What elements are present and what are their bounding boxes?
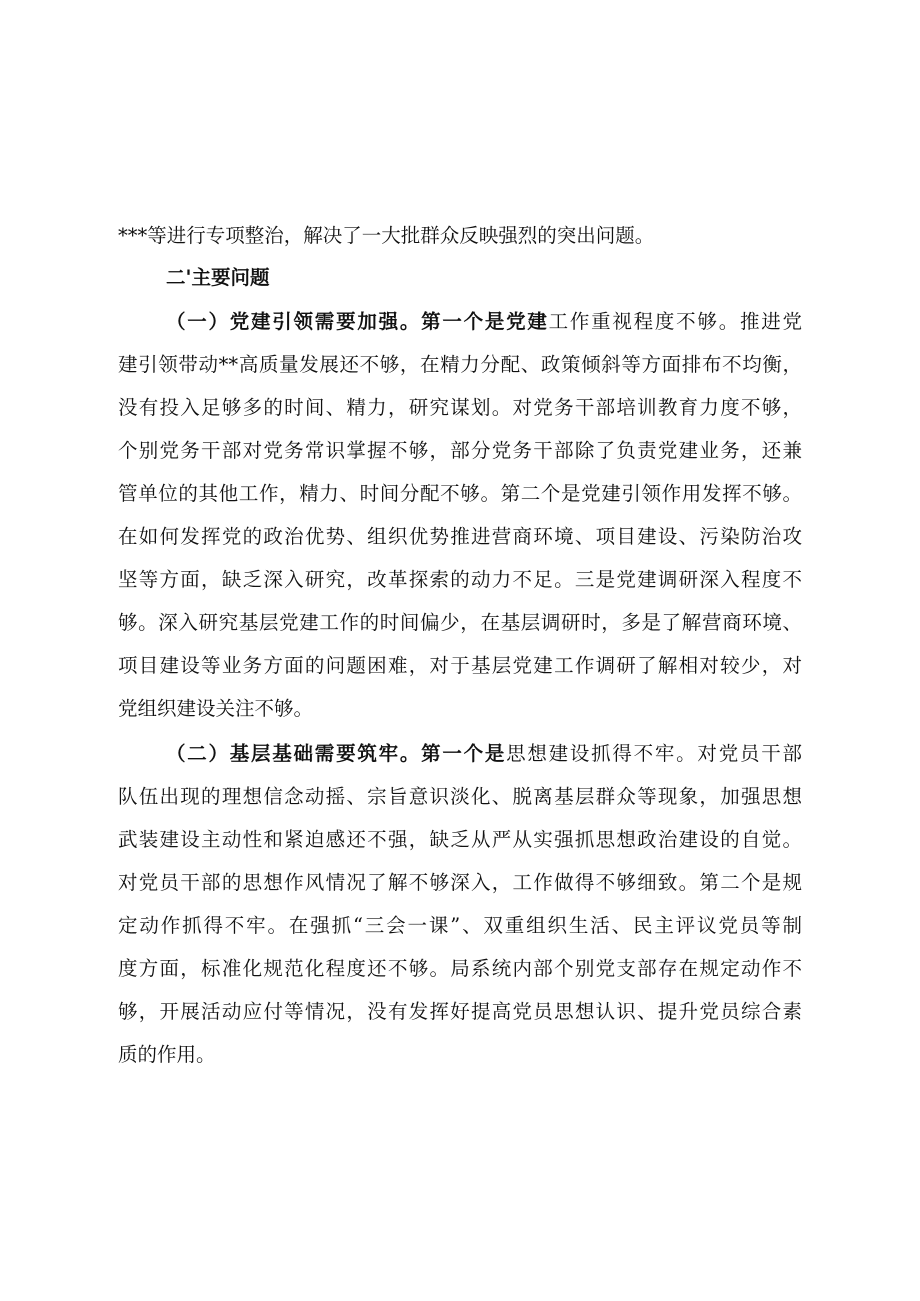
section2-line: [118, 865, 802, 901]
section1-lead: 第一个是党建: [421, 310, 549, 333]
section1-line-1: 建引领带动**高质量发展还不够，在精力分配、政策倾斜等方面排布不均衡，: [118, 353, 802, 376]
heading-text: 二'主要问题: [166, 266, 270, 289]
section1-number: （一）: [166, 310, 230, 333]
section2-line-1: 队伍出现的理想信念动摇、宗旨意识淡化、脱离基层群众等现象，加强思想: [118, 785, 802, 808]
section1-line-4: 管单位的其他工作，精力、时间分配不够。第二个是党建引领作用发挥不够。: [118, 482, 802, 505]
section1-line-9: 党组织建设关注不够。: [118, 697, 314, 720]
section1-first-line: [166, 304, 802, 340]
section1-line: [118, 562, 802, 598]
section1-line-3: 个别党务干部对党务常识掌握不够，部分党务干部除了负责党建业务，还兼: [118, 439, 802, 462]
section2-line-5: 度方面，标准化规范化程度还不够。局系统内部个别党支部存在规定动作不: [118, 957, 802, 980]
section1-line: [118, 476, 802, 512]
section2-line-2: 武装建设主动性和紧迫感还不强，缺乏从严从实强抓思想政治建设的自觉。: [118, 828, 802, 851]
section1-line: [118, 390, 802, 426]
section1-line: [118, 347, 802, 383]
section1-line: [118, 648, 802, 684]
section2-line: [118, 779, 802, 815]
section2-number: （二）: [166, 742, 230, 765]
section2-title: 基层基础需要筑牢。: [229, 742, 422, 765]
section2-line: [118, 822, 802, 858]
section2-line-0: 思想建设抓得不牢。对党员干部: [506, 742, 802, 765]
section1-line: [118, 519, 802, 555]
section1-line-7: 够。深入研究基层党建工作的时间偏少，在基层调研时，多是了解营商环境、: [118, 611, 802, 634]
section2-line-4: 定动作抓得不牢。在强抓“三会一课”、双重组织生活、民主评议党员等制: [118, 914, 802, 937]
section1-line-2: 没有投入足够多的时间、精力，研究谋划。对党务干部培训教育力度不够，: [118, 396, 802, 419]
section2-line-6: 够，开展活动应付等情况，没有发挥好提高党员思想认识、提升党员综合素: [118, 1000, 802, 1023]
section1-line-6: 坚等方面，缺乏深入研究，改革探索的动力不足。三是党建调研深入程度不: [118, 568, 802, 591]
section2-lead: 第一个是: [421, 742, 507, 765]
section-heading: [166, 260, 802, 296]
intro-text: ***等进行专项整治，解决了一大批群众反映强烈的突出问题。: [118, 224, 655, 247]
section2-line: [118, 1037, 802, 1073]
section1-line-5: 在如何发挥党的政治优势、组织优势推进营商环境、项目建设、污染防治攻: [118, 525, 802, 548]
section2-line-3: 对党员干部的思想作风情况了解不够深入，工作做得不够细致。第二个是规: [118, 871, 802, 894]
section1-line: [118, 605, 802, 641]
section1-line-0: 工作重视程度不够。推进党: [548, 310, 802, 333]
section1-line: [118, 691, 802, 727]
section2-line: [118, 951, 802, 987]
section2-line: [118, 908, 802, 944]
section1-title: 党建引领需要加强。: [229, 310, 422, 333]
intro-line: [118, 218, 802, 254]
section2-line-7: 质的作用。: [118, 1043, 216, 1066]
section2-line: [118, 994, 802, 1030]
section1-line: [118, 433, 802, 469]
section1-line-8: 项目建设等业务方面的问题困难，对于基层党建工作调研了解相对较少，对: [118, 654, 802, 677]
section2-first-line: [166, 736, 802, 772]
